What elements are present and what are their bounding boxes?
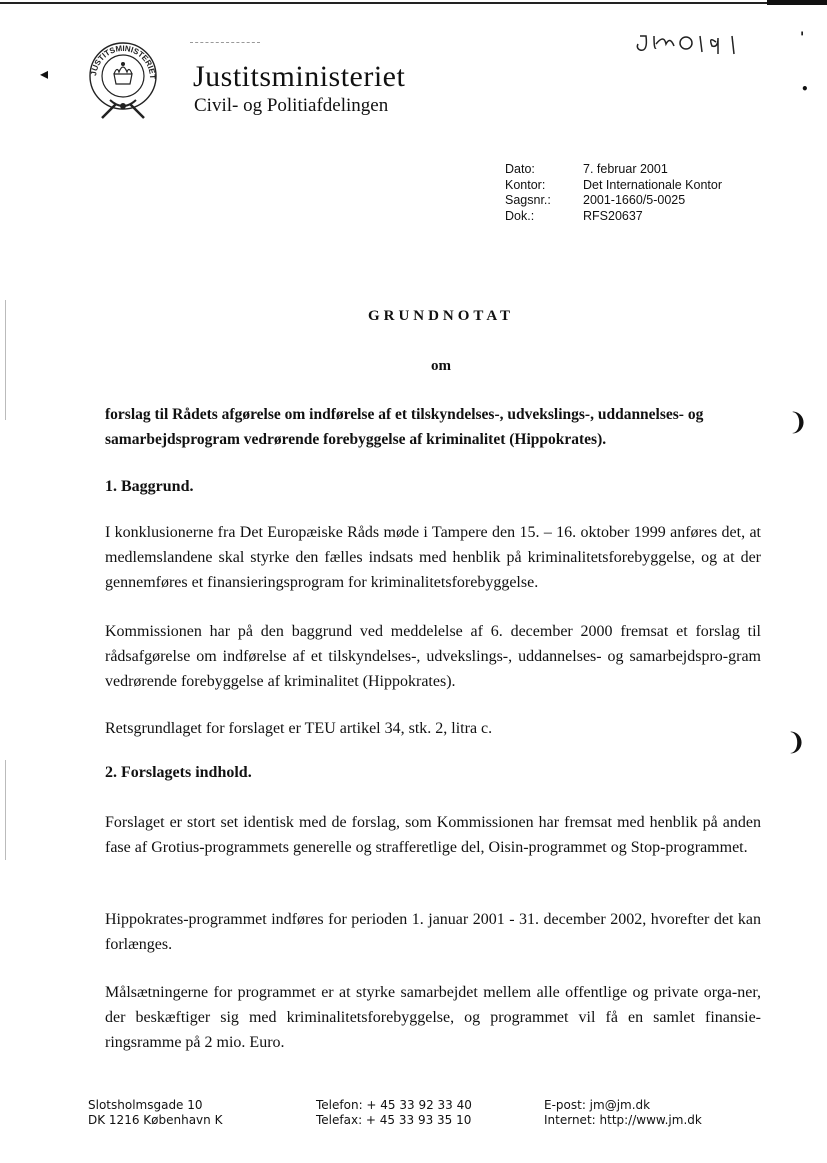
footer-contact xyxy=(544,1098,702,1128)
meta-label: Sagsnr.: xyxy=(505,193,551,207)
section-heading-2: 2. Forslagets indhold. xyxy=(105,764,252,781)
meta-value: RFS20637 xyxy=(583,208,643,223)
meta-value: 7. februar 2001 xyxy=(583,162,668,176)
meta-value: 2001-1660/5-0025 xyxy=(583,193,686,207)
footer-address-line: DK 1216 København K xyxy=(88,1113,223,1127)
scan-dot: ' xyxy=(800,30,805,46)
binder-hole-icon: ❩ xyxy=(786,728,807,756)
meta-label: Dok.: xyxy=(505,208,535,223)
paragraph: Forslaget er stort set identisk med de forslag, som Kommissionen har fremsat med henblik på anden fase af Grotius-programmets generelle og strafferetlige del, Oisin-programmet og Stop-programmet. xyxy=(105,814,761,856)
paragraph: Målsætningerne for programmet er at styrke samarbejdet mellem alle offentlige og private orga-ner, der beskæftiger sig med kriminalitetsforebyggelse, og programmet vil få en samlet finansie-ringsramme på 2 mio. Euro. xyxy=(105,984,761,1051)
footer-phone xyxy=(316,1098,472,1128)
svg-text:JUSTITSMINISTERIET: JUSTITSMINISTERIET xyxy=(89,43,158,80)
paragraph: Retsgrundlaget for forslaget er TEU artikel 34, stk. 2, litra c. xyxy=(105,720,493,737)
paragraph: Kommissionen har på den baggrund ved meddelelse af 6. december 2000 fremsat et forslag til rådsafgørelse om indførelse af et tilskyndelses-, udvekslings-, uddannelses- og samarbejdspro-gram vedrørende forebyggelse af kriminalitet (Hippokrates). xyxy=(105,623,761,690)
meta-row-doc xyxy=(505,209,722,225)
punch-mark-icon: ◂ xyxy=(40,64,49,83)
document-subject: forslag til Rådets afgørelse om indførelse af et tilskyndelses-, udvekslings-, uddannelses- og samarbejdsprogram vedrørende forebyggelse af kriminalitet (Hippokrates). xyxy=(105,406,704,448)
binder-hole-icon: ❩ xyxy=(788,408,809,436)
meta-value: Det Internationale Kontor xyxy=(583,177,722,192)
footer-email: E-post: jm@jm.dk xyxy=(544,1098,651,1112)
paragraph: I konklusionerne fra Det Europæiske Råds møde i Tampere den 15. – 16. oktober 1999 anføres det, at medlemslandene skal styrke den fælles indsats med henblik på kriminalitetsforebyggelse, og at der gennemføres et finansieringsprogram for kriminalitetsforebyggelse. xyxy=(105,524,761,591)
document-title-om: om xyxy=(431,358,451,374)
meta-label: Kontor: xyxy=(505,177,546,192)
footer-address xyxy=(88,1098,222,1128)
meta-row-case xyxy=(505,193,722,209)
top-scan-mark xyxy=(767,0,827,5)
header-rule xyxy=(190,42,260,44)
scan-dot: • xyxy=(801,82,809,96)
meta-row-date xyxy=(505,162,722,178)
document-title: GRUNDNOTAT xyxy=(367,308,515,324)
footer-telephone: Telefon: + 45 33 92 33 40 xyxy=(316,1098,472,1112)
section-heading-1: 1. Baggrund. xyxy=(105,478,194,495)
meta-row-office xyxy=(505,178,722,194)
footer-telefax: Telefax: + 45 33 93 35 10 xyxy=(316,1113,472,1127)
top-scan-line xyxy=(0,2,827,4)
footer-address-line: Slotsholmsgade 10 xyxy=(88,1098,203,1112)
paragraph: Hippokrates-programmet indføres for perioden 1. januar 2001 - 31. december 2002, hvorefter det kan forlænges. xyxy=(105,911,761,953)
ministry-seal-logo xyxy=(86,40,164,124)
ministry-name: Justitsministeriet xyxy=(193,60,406,93)
scan-edge-line xyxy=(5,760,6,860)
document-meta xyxy=(505,162,722,224)
handwritten-reference-stamp xyxy=(636,28,756,58)
footer-website: Internet: http://www.jm.dk xyxy=(544,1113,702,1127)
department-name: Civil- og Politiafdelingen xyxy=(194,95,389,116)
meta-label: Dato: xyxy=(505,162,535,176)
